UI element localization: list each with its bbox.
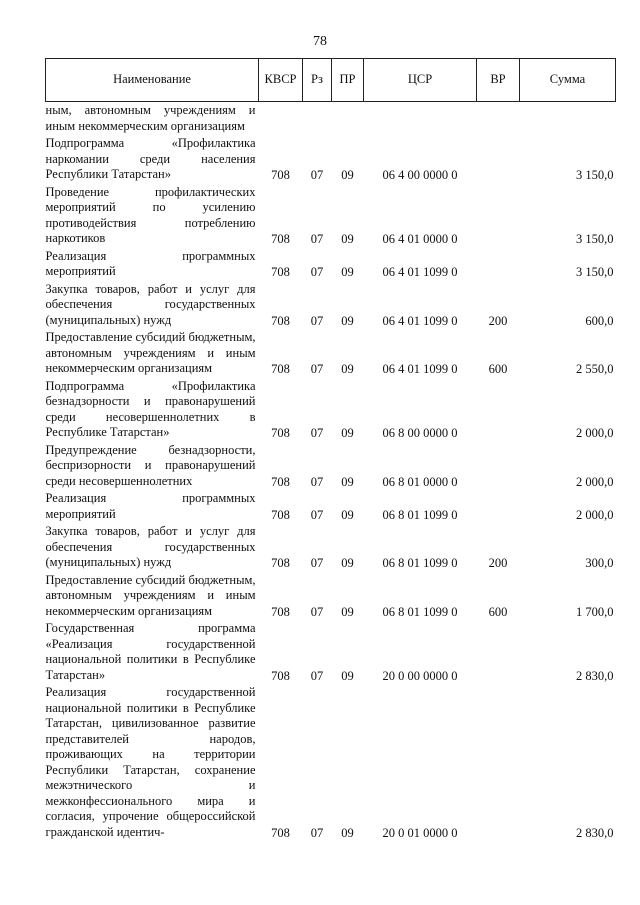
row-pr: 09: [341, 507, 354, 522]
row-name: Реализация государственной национальной политики в Республике Татарстан, цивилизованное развитие представителей народов, проживающих на территории Республики Татарстан, сохранение межэтнического и межконфессионального мира и согласия, упрочение общероссийской гражданской идентич-: [45, 685, 256, 839]
row-kvsr: 708: [271, 507, 290, 522]
page-number: 78: [313, 34, 327, 49]
row-pr: 09: [341, 232, 354, 246]
header-kvsr: КВСР: [259, 59, 303, 102]
row-name: Предоставление субсидий бюджетным, автономным учреждениям и иным некоммерческим организациям: [45, 330, 256, 375]
row-rz: 07: [310, 265, 324, 279]
table-row: [46, 329, 616, 378]
row-vr: [477, 102, 520, 136]
row-kvsr: 708: [271, 474, 290, 489]
row-rz: 07: [310, 362, 324, 376]
row-rz: 07: [310, 825, 324, 840]
table-row: [46, 248, 616, 281]
row-kvsr: 708: [271, 362, 290, 376]
row-name: Реализация программных мероприятий: [45, 248, 256, 278]
row-sum: 3 150,0: [576, 232, 614, 246]
row-csr: 20 0 01 0000 0: [382, 825, 458, 840]
row-name: ным, автономным учреждениям и иным некоммерческим организациям: [45, 103, 256, 133]
row-vr: [477, 684, 520, 841]
row-csr: 06 4 01 1099 0: [382, 362, 458, 376]
table-row: [46, 572, 616, 621]
row-kvsr: 708: [271, 265, 290, 279]
row-csr: 06 4 01 0000 0: [382, 232, 458, 246]
row-pr: 09: [341, 362, 354, 376]
row-name: Проведение профилактических мероприятий по усилению противодействия потреблению наркотиков: [45, 184, 256, 245]
row-name: Реализация программных мероприятий: [45, 491, 256, 521]
row-vr: [477, 184, 520, 248]
row-sum: 300,0: [585, 556, 614, 570]
row-csr: 06 4 01 1099 0: [382, 313, 458, 328]
row-sum: 2 000,0: [576, 507, 614, 522]
table-row: [46, 490, 616, 523]
row-kvsr: 708: [271, 168, 290, 182]
row-vr: [477, 135, 520, 184]
row-rz: 07: [310, 474, 324, 489]
row-csr: 20 0 00 0000 0: [382, 668, 458, 683]
row-sum: 2 550,0: [576, 362, 614, 376]
row-pr: 09: [341, 168, 354, 182]
row-kvsr: 708: [271, 232, 290, 246]
row-csr: 06 8 01 1099 0: [382, 556, 458, 570]
table-row: [46, 378, 616, 442]
header-pr: ПР: [332, 59, 364, 102]
row-kvsr: 708: [271, 825, 290, 840]
row-vr: 600: [488, 362, 508, 376]
row-name: Предоставление субсидий бюджетным, автономным учреждениям и иным некоммерческим организациям: [45, 572, 256, 618]
row-rz: [303, 102, 332, 136]
row-rz: 07: [310, 668, 324, 683]
row-vr: [477, 378, 520, 442]
row-pr: 09: [341, 265, 354, 279]
row-name: Подпрограмма «Профилактика наркомании среди населения Республики Татарстан»: [45, 136, 256, 181]
row-vr: [477, 620, 520, 684]
row-pr: 09: [341, 426, 354, 440]
table-row: [46, 135, 616, 184]
table-row: [46, 184, 616, 248]
row-vr: 600: [488, 604, 508, 619]
row-rz: 07: [310, 556, 324, 570]
row-csr: 06 8 01 1099 0: [382, 507, 458, 522]
row-kvsr: 708: [271, 668, 290, 683]
row-csr: [364, 102, 477, 136]
row-csr: 06 8 01 1099 0: [382, 604, 458, 619]
row-sum: 3 150,0: [576, 168, 614, 182]
table-row: [46, 281, 616, 330]
row-name: Закупка товаров, работ и услуг для обеспечения государственных (муниципальных) нужд: [45, 524, 256, 569]
row-pr: 09: [341, 313, 354, 328]
row-sum: [520, 102, 616, 136]
row-sum: 2 000,0: [576, 426, 614, 440]
row-sum: 3 150,0: [576, 265, 614, 279]
budget-table: [45, 58, 616, 841]
header-vr: ВР: [477, 59, 520, 102]
row-vr: [477, 490, 520, 523]
row-rz: 07: [310, 168, 324, 182]
row-csr: 06 4 00 0000 0: [382, 168, 458, 182]
row-vr: [477, 248, 520, 281]
row-sum: 2 000,0: [576, 474, 614, 489]
row-vr: 200: [488, 556, 508, 570]
table-row: [46, 442, 616, 491]
row-csr: 06 4 01 1099 0: [382, 265, 458, 279]
header-sum: Сумма: [520, 59, 616, 102]
row-vr: 200: [488, 313, 508, 328]
row-kvsr: 708: [271, 604, 290, 619]
table-row: [46, 102, 616, 136]
row-sum: 1 700,0: [576, 604, 614, 619]
table-row: [46, 523, 616, 572]
row-sum: 600,0: [585, 313, 614, 328]
row-pr: [332, 102, 364, 136]
row-kvsr: 708: [271, 556, 290, 570]
row-kvsr: 708: [271, 313, 290, 328]
row-name: Предупреждение безнадзорности, беспризорности и правонарушений среди несовершеннолетних: [45, 442, 256, 488]
table-row: [46, 620, 616, 684]
table-header-row: [46, 59, 616, 102]
row-name: Закупка товаров, работ и услуг для обеспечения государственных (муниципальных) нужд: [45, 281, 256, 327]
header-csr: ЦСР: [364, 59, 477, 102]
table-row: [46, 684, 616, 841]
row-csr: 06 8 01 0000 0: [382, 474, 458, 489]
row-kvsr: [259, 102, 303, 136]
row-name: Подпрограмма «Профилактика безнадзорности и правонарушений среди несовершеннолетних в Республике Татарстан»: [45, 378, 256, 439]
row-rz: 07: [310, 604, 324, 619]
row-pr: 09: [341, 604, 354, 619]
row-kvsr: 708: [271, 426, 290, 440]
row-rz: 07: [310, 232, 324, 246]
row-rz: 07: [310, 426, 324, 440]
row-rz: 07: [310, 507, 324, 522]
row-pr: 09: [341, 556, 354, 570]
header-name: Наименование: [46, 59, 259, 102]
row-sum: 2 830,0: [576, 825, 614, 840]
row-pr: 09: [341, 474, 354, 489]
header-rz: Рз: [303, 59, 332, 102]
row-sum: 2 830,0: [576, 668, 614, 683]
row-pr: 09: [341, 668, 354, 683]
row-name: Государственная программа «Реализация государственной национальной политики в Республике Татарстан»: [45, 621, 256, 682]
row-rz: 07: [310, 313, 324, 328]
row-pr: 09: [341, 825, 354, 840]
row-csr: 06 8 00 0000 0: [382, 426, 458, 440]
row-vr: [477, 442, 520, 491]
